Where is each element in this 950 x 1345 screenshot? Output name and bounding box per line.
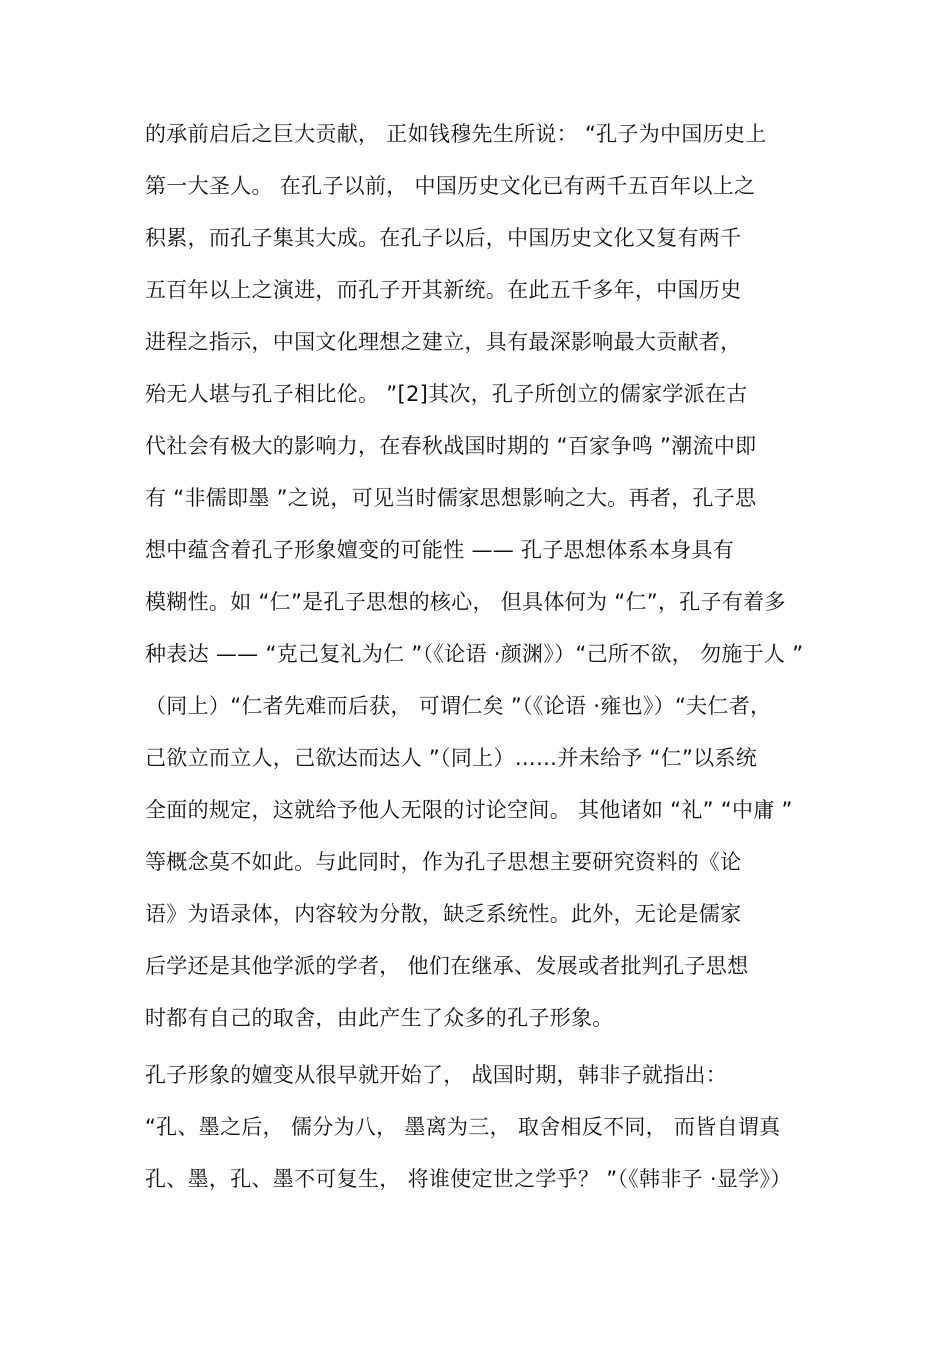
paragraph-first-line: 孔子形象的嬗变从很早就开始了， 战国时期，韩非子就指出： [145,1063,728,1087]
text-line: 第一大圣人。 在孔子以前， 中国历史文化已有两千五百年以上之 [145,174,756,198]
text-line: 的承前启后之巨大贡献， 正如钱穆先生所说： “孔子为中国历史上 [145,122,767,146]
text-line: （同上）“仁者先难而后获， 可谓仁矣 ”（《论语 ·雍也》）“夫仁者， [145,694,772,718]
text-line: “孔、墨之后， 儒分为八， 墨离为三， 取舍相反不同， 而皆自谓真 [145,1115,781,1139]
text-line: 模糊性。如 “仁”是孔子思想的核心， 但具体何为 “仁”，孔子有着多 [145,590,786,614]
text-line: 想中蕴含着孔子形象嬗变的可能性 —— 孔子思想体系本身具有 [145,538,735,562]
text-line: 己欲立而立人，己欲达而达人 ”（同上）……并未给予 “仁”以系统 [145,746,758,770]
text-line: 孔、墨，孔、墨不可复生， 将谁使定世之学乎？ ”（《韩非子 ·显学》） [145,1167,792,1191]
text-line: 种表达 —— “克己复礼为仁 ”（《论语 ·颜渊》）“己所不欲， 勿施于人 ” [145,642,804,666]
text-line: 殆无人堪与孔子相比伦。 ”[2]其次，孔子所创立的儒家学派在古 [145,382,748,406]
text-line: 有 “非儒即墨 ”之说，可见当时儒家思想影响之大。再者，孔子思 [145,486,757,510]
text-line: 等概念莫不如此。与此同时，作为孔子思想主要研究资料的《论 [145,850,742,874]
text-line: 时都有自己的取舍，由此产生了众多的孔子形象。 [145,1006,614,1030]
text-line: 代社会有极大的影响力，在春秋战国时期的 “百家争鸣 ”潮流中即 [145,434,757,458]
text-line: 语》为语录体，内容较为分散，缺乏系统性。此外，无论是儒家 [145,902,742,926]
text-line: 积累，而孔子集其大成。在孔子以后，中国历史文化又复有两千 [145,226,742,250]
body-text [145,108,825,1205]
text-line: 进程之指示，中国文化理想之建立，具有最深影响最大贡献者， [145,330,742,354]
text-line: 五百年以上之演进，而孔子开其新统。在此五千多年，中国历史 [145,278,742,302]
text-line: 全面的规定，这就给予他人无限的讨论空间。 其他诸如 “礼” “中庸 ” [145,798,793,822]
text-line: 后学还是其他学派的学者， 他们在继承、发展或者批判孔子思想 [145,954,749,978]
